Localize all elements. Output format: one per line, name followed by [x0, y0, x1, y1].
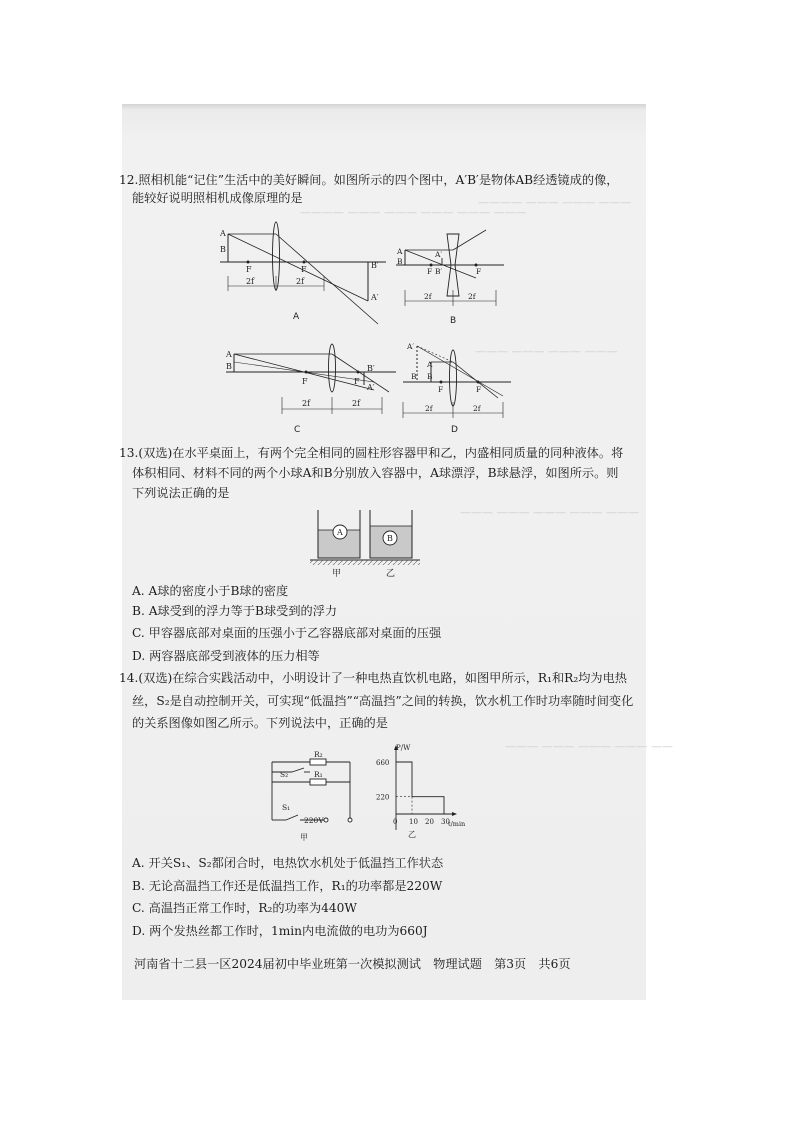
circuit-caption: 甲: [300, 833, 308, 842]
ball-a-label: A: [337, 528, 343, 537]
q12-stem-line1: 12.照相机能“记住”生活中的美好瞬间。如图所示的四个图中，A′B′是物体AB经透镜成的像，: [119, 173, 619, 187]
q12-stem-line2: 能较好说明照相机成像原理的是: [132, 191, 303, 205]
bleed-through-text: ——— ——— ——— ——— ——: [505, 740, 673, 753]
container-yi-label: 乙: [386, 569, 396, 579]
bleed-through-text: ——— ——— ——— ——— ———: [460, 506, 639, 519]
figure-caption-c: C: [294, 425, 301, 435]
image-label: A′: [371, 293, 379, 302]
q14-stem-line3: 的关系图像如图乙所示。下列说法中，正确的是: [132, 716, 388, 730]
svg-text:2f: 2f: [352, 399, 361, 408]
lens-figure-a: [218, 216, 393, 330]
q14-stem-line1: 14.(双选)在综合实践活动中，小明设计了一种电热直饮机电路，如图甲所示，R₁和R₂均为电热: [119, 671, 627, 685]
graph-caption: 乙: [408, 830, 416, 839]
svg-text:F: F: [427, 267, 433, 276]
q13-option-c[interactable]: C. 甲容器底部对桌面的压强小于乙容器底部对桌面的压强: [132, 626, 442, 640]
q14-option-d[interactable]: D. 两个发热丝都工作时，1min内电流做的电功为660J: [132, 924, 428, 938]
figure-caption-b: B: [450, 316, 457, 326]
r2-label: R₂: [314, 750, 323, 759]
svg-text:A′: A′: [435, 250, 443, 259]
svg-text:B: B: [226, 362, 232, 371]
s1-label: S₁: [282, 803, 291, 812]
q13-option-a[interactable]: A. A球的密度小于B球的密度: [132, 584, 289, 598]
circuit-diagram: [262, 750, 362, 849]
r1-label: R₁: [314, 770, 323, 779]
svg-text:2f: 2f: [473, 404, 481, 413]
point-label: B: [220, 245, 226, 254]
lens-figure-c: [224, 342, 399, 426]
ball-b-label: B: [387, 534, 393, 543]
voltage-label: 220V: [304, 816, 324, 825]
svg-text:A′: A′: [407, 342, 415, 351]
q13-option-b[interactable]: B. A球受到的浮力等于B球受到的浮力: [132, 604, 338, 618]
point-label: A: [220, 229, 226, 238]
svg-text:A: A: [427, 360, 433, 369]
svg-text:2f: 2f: [468, 292, 476, 301]
page-footer: 河南省十二县一区2024届初中毕业班第一次模拟测试 物理试题 第3页 共6页: [134, 957, 571, 971]
graph-ylabel: P/W: [396, 744, 411, 752]
image-label: B′: [371, 261, 379, 270]
power-series-line: [396, 762, 444, 814]
bleed-through-text: ——— ——— ——— ———: [475, 345, 618, 358]
svg-text:A′: A′: [367, 383, 375, 392]
svg-text:F: F: [354, 377, 360, 386]
q13-stem-line2: 体积相同、材料不同的两个小球A和B分别放入容器中，A球漂浮，B球悬浮，如图所示。则: [132, 466, 619, 480]
svg-text:F: F: [438, 385, 444, 394]
distance-label: 2f: [296, 277, 305, 286]
svg-text:F: F: [302, 377, 308, 386]
svg-text:B′: B′: [367, 364, 375, 373]
focus-label: F: [246, 265, 252, 274]
svg-text:B′: B′: [411, 372, 419, 381]
q13-option-d[interactable]: D. 两容器底部受到液体的压力相等: [132, 649, 320, 663]
q14-option-b[interactable]: B. 无论高温挡工作还是低温挡工作，R₁的功率都是220W: [132, 879, 443, 893]
containers-figure: [310, 508, 420, 584]
svg-text:2f: 2f: [425, 404, 433, 413]
q14-option-c[interactable]: C. 高温挡正常工作时，R₂的功率为440W: [132, 901, 357, 915]
svg-text:B: B: [397, 257, 403, 266]
lens-figure-d: [403, 340, 513, 429]
svg-text:B′: B′: [435, 267, 443, 276]
figure-caption-d: D: [451, 425, 458, 435]
q14-option-a[interactable]: A. 开关S₁、S₂都闭合时，电热饮水机处于低温挡工作状态: [132, 856, 444, 870]
y-tick-label: 660: [376, 759, 390, 767]
svg-text:F: F: [476, 385, 482, 394]
x-tick-label: 30: [441, 818, 450, 826]
x-tick-label: 10: [409, 818, 418, 826]
svg-text:A: A: [226, 350, 232, 359]
distance-label: 2f: [246, 277, 255, 286]
svg-text:F: F: [476, 267, 482, 276]
bleed-through-text: ———— ——— ——— ——— ——— ———: [300, 206, 527, 219]
q13-stem-line1: 13.(双选)在水平桌面上，有两个完全相同的圆柱形容器甲和乙，内盛相同质量的同种液体。将: [119, 446, 624, 460]
svg-text:2f: 2f: [424, 292, 432, 301]
y-tick-label: 220: [376, 793, 390, 802]
power-time-graph: [374, 742, 469, 846]
svg-text:B: B: [427, 372, 433, 381]
x-tick-label: 20: [425, 818, 434, 826]
bleed-through-text: ———— ——— ——— ———: [478, 196, 632, 209]
q14-stem-line2: 丝，S₂是自动控制开关，可实现“低温挡”“高温挡”之间的转换，饮水机工作时功率随时间变化: [132, 694, 634, 708]
x-tick-label: 0: [393, 818, 398, 826]
s2-label: S₂: [280, 770, 289, 779]
figure-caption-a: A: [293, 312, 300, 322]
q13-stem-line3: 下列说法正确的是: [132, 486, 230, 500]
svg-text:A: A: [397, 247, 403, 256]
svg-text:2f: 2f: [302, 399, 311, 408]
container-jia-label: 甲: [332, 569, 342, 579]
lens-figure-b: [396, 228, 506, 317]
graph-xlabel: t/min: [448, 820, 466, 828]
focus-label: F: [301, 265, 307, 274]
